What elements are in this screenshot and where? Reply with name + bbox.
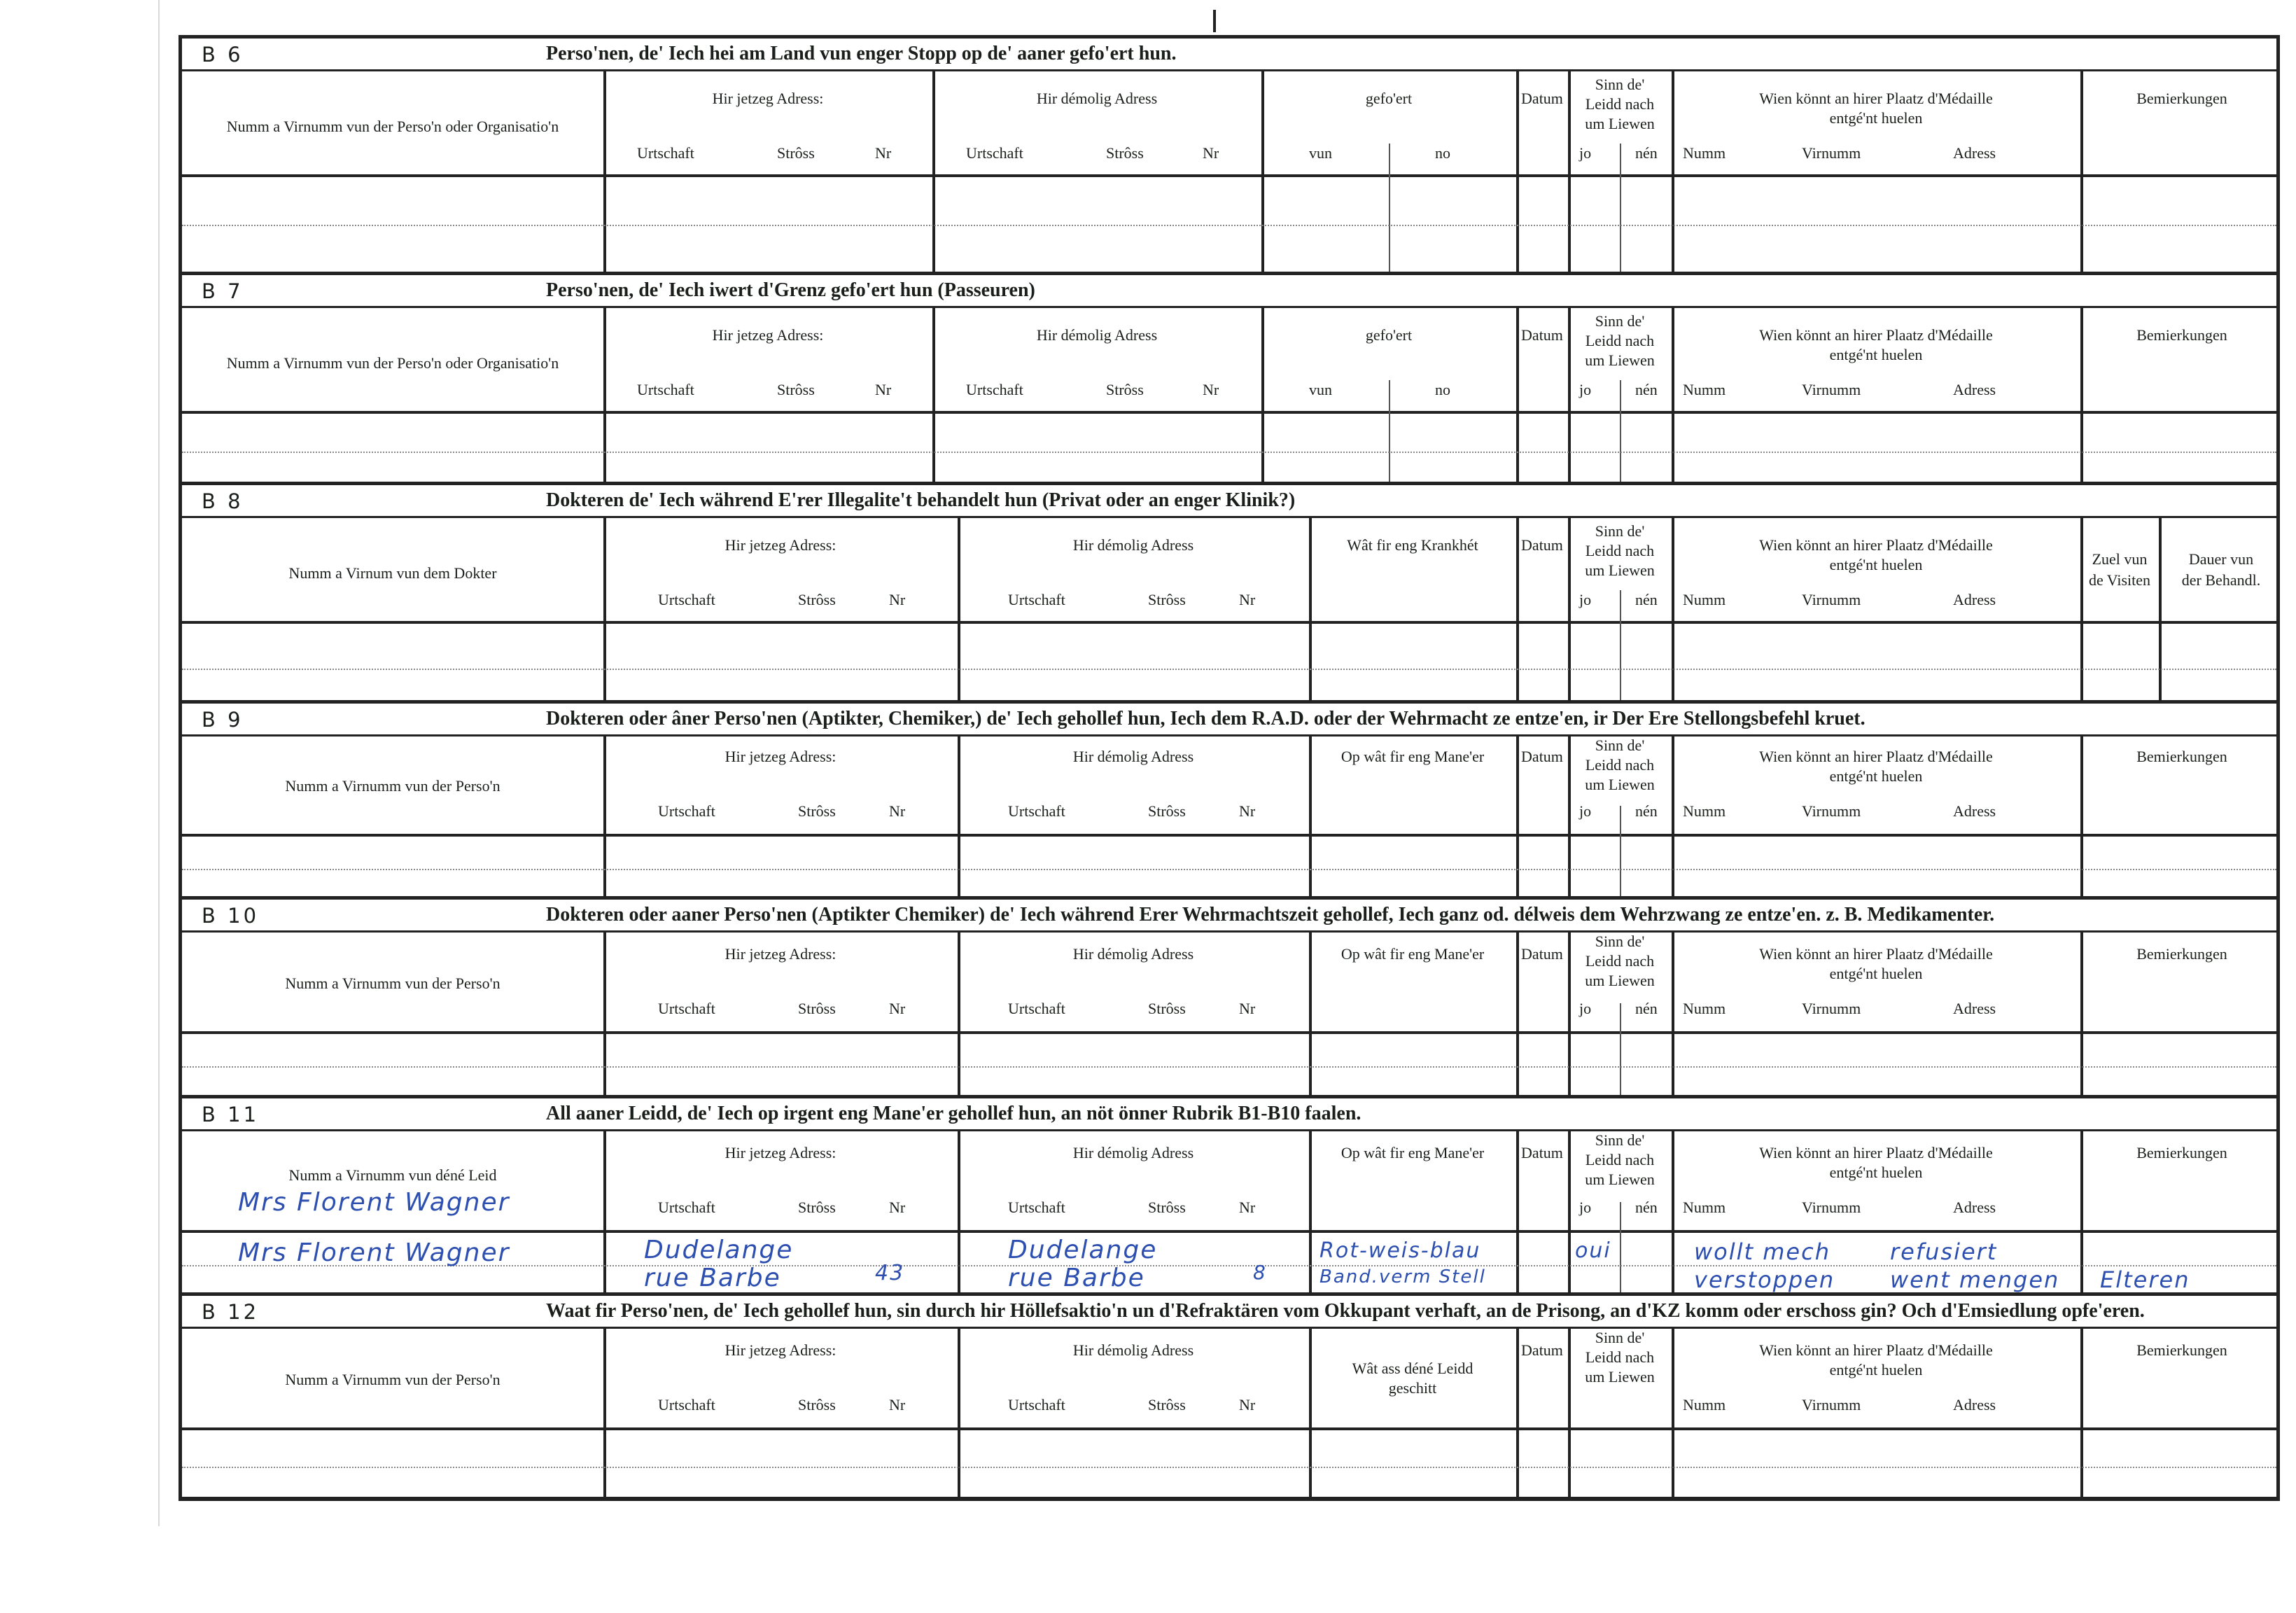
handwritten-current-nr: 43: [875, 1261, 905, 1285]
col-remarks: Bemierkungen: [2136, 90, 2227, 107]
col-former-address: Hir démolig Adress: [1036, 90, 1158, 107]
col-doctor-name: Numm a Virnum vun dem Dokter: [288, 564, 497, 582]
col-name: Numm a Virnumm vun der Perso'n oder Organisatio'n: [226, 118, 559, 135]
page-edge: [158, 0, 160, 1526]
col-medal: Wien könnt an hirer Plaatz d'Médaille: [1759, 90, 1993, 107]
handwritten-former-nr: 8: [1253, 1261, 1267, 1284]
handwritten-medal-4: went mengen: [1890, 1266, 2060, 1293]
col-duration: Dauer vun: [2188, 550, 2254, 568]
top-mark: [1213, 10, 1216, 32]
col-transported: gefo'ert: [1365, 90, 1413, 107]
section-b9: B 9 Dokteren oder âner Perso'nen (Aptikter, Chemiker,) de' Iech gehollef hun, Iech dem R.A.D. oder der Wehrmacht ze entze'en, ir Der Ere Stellongsbefehl kruet. Numm a Virnumm vun der Perso'n Hir jetzeg Adress: Urtschaft Strôss Nr Hir démolig Adress Urtschaft Strôss Nr Op wât fir eng Mane'er Datum Sinn de' Leidd nach um Liewen jo nén Wien könnt an hirer Plaatz d'Médaille entgé'nt huelen Numm Virnumm Adress Bemierkungen: [178, 700, 2280, 896]
handwritten-former-locality: Dudelange: [1008, 1236, 1158, 1264]
handwritten-former-street: rue Barbe: [1008, 1264, 1145, 1292]
handwritten-medal-3: refusiert: [1890, 1238, 1998, 1265]
handwritten-yes: oui: [1575, 1238, 1611, 1263]
section-b10: B 10 Dokteren oder aaner Perso'nen (Aptikter Chemiker) de' Iech während Erer Wehrmachtszeit gehollef, Iech ganz od. délweis dem Wehrzwang ze entze'en. z. B. Medikamenter. Numm a Virnumm vun der Perso'n Hir jetzeg Adress: Urtschaft Strôss Nr Hir démolig Adress Urtschaft Strôss Nr Op wât fir eng Mane'er Datum Sinn de' Leidd nach um Liewen jo nén Wien könnt an hirer Plaatz d'Médaille entgé'nt huelen Numm Virnumm Adress Bemierkungen: [178, 896, 2280, 1095]
col-manner: Op wât fir eng Mane'er: [1340, 748, 1485, 765]
handwritten-name: Mrs Florent Wagner: [238, 1238, 510, 1267]
header-rule: [182, 174, 2276, 177]
col-visits: Zuel vun: [2092, 550, 2148, 568]
col-illness: Wât fir eng Krankhét: [1347, 536, 1478, 554]
handwritten-manner-1: Rot-weis-blau: [1320, 1238, 1481, 1263]
section-code: B 6: [202, 43, 244, 67]
handwritten-manner-2: Band.verm Stell: [1320, 1266, 1486, 1287]
handwritten-remarks: Elteren: [2100, 1266, 2190, 1293]
col-current-address: Hir jetzeg Adress:: [712, 90, 824, 107]
col-what-happened: Wât ass déné Leidd: [1352, 1360, 1474, 1377]
section-b12: B 12 Waat fir Perso'nen, de' Iech gehollef hun, sin durch hir Höllefsaktio'n un d'Refraktären vom Okkupant verhaft, an de Prisong, an d'KZ komm oder erschoss gin? Och d'Emsiedlung opfe'eren. Numm a Virnumm vun der Perso'n Hir jetzeg Adress: Urtschaft Strôss Nr Hir démolig Adress Urtschaft Strôss Nr Wât ass déné Leidd geschitt Datum Sinn de' Leidd nach um Liewen Wien könnt an hirer Plaatz d'Médaille entgé'nt huelen Numm Virnumm Adress Bemierkungen: [178, 1292, 2280, 1501]
section-b6: B 6 Perso'nen, de' Iech hei am Land vun enger Stopp op de' aaner gefo'ert hun. Numm a Virnumm vun der Perso'n oder Organisatio'n Hir jetzeg Adress: Urtschaft Strôss Nr Hir démolig Adress Urtschaft Strôss Nr gefo'ert vun no Datum Sinn de' Leidd nach um Liewen jo nén Wien könnt an hirer Plaatz d'Médaille entgé'nt huelen Numm Virnumm Adress Bemierkungen: [178, 35, 2280, 272]
section-title: Perso'nen, de' Iech hei am Land vun enger Stopp op de' aaner gefo'ert hun.: [546, 43, 1177, 64]
section-b8: B 8 Dokteren de' Iech während E'rer Illegalite't behandelt hun (Privat oder an enger Klinik?) Numm a Virnum vun dem Dokter Hir jetzeg Adress: Urtschaft Strôss Nr Hir démolig Adress Urtschaft Strôss Nr Wât fir eng Krankhét Datum Sinn de' Leidd nach um Liewen jo nén Wien könnt an hirer Plaatz d'Médaille entgé'nt huelen Numm Virnumm Adress Zuel vun de Visiten Dauer vun der Behandl.: [178, 482, 2280, 700]
handwritten-medal-1: wollt mech: [1694, 1238, 1830, 1265]
section-b11: B 11 All aaner Leidd, de' Iech op irgent eng Mane'er gehollef hun, an nöt önner Rubrik B1-B10 faalen. Numm a Virnumm vun déné Leid Hir jetzeg Adress: Urtschaft Strôss Nr Hir démolig Adress Urtschaft Strôss Nr Op wât fir eng Mane'er Datum Sinn de' Leidd nach um Liewen jo nén Wien könnt an hirer Plaatz d'Médaille entgé'nt huelen Numm Virnumm Adress Bemierkungen Mrs Florent Wagner Mrs Florent Wagner Dudelange rue Barbe 43 Dudelange rue Barbe 8 Rot-weis-blau Band.verm Stell oui wollt mech verstoppen refusiert went mengen Elteren: [178, 1095, 2280, 1292]
handwritten-current-street: rue Barbe: [644, 1264, 781, 1292]
handwritten-medal-2: verstoppen: [1694, 1266, 1835, 1293]
handwritten-header-name: Mrs Florent Wagner: [238, 1188, 510, 1217]
handwritten-current-locality: Dudelange: [644, 1236, 794, 1264]
title-rule: [182, 69, 2276, 71]
col-date: Datum: [1521, 90, 1563, 107]
section-b7: B 7 Perso'nen, de' Iech iwert d'Grenz gefo'ert hun (Passeuren) Numm a Virnumm vun der Perso'n oder Organisatio'n Hir jetzeg Adress: Urtschaft Strôss Nr Hir démolig Adress Urtschaft Strôss Nr gefo'ert vun no Datum Sinn de' Leidd nach um Liewen jo nén Wien könnt an hirer Plaatz d'Médaille entgé'nt huelen Numm Virnumm Adress Bemierkungen: [178, 272, 2280, 482]
